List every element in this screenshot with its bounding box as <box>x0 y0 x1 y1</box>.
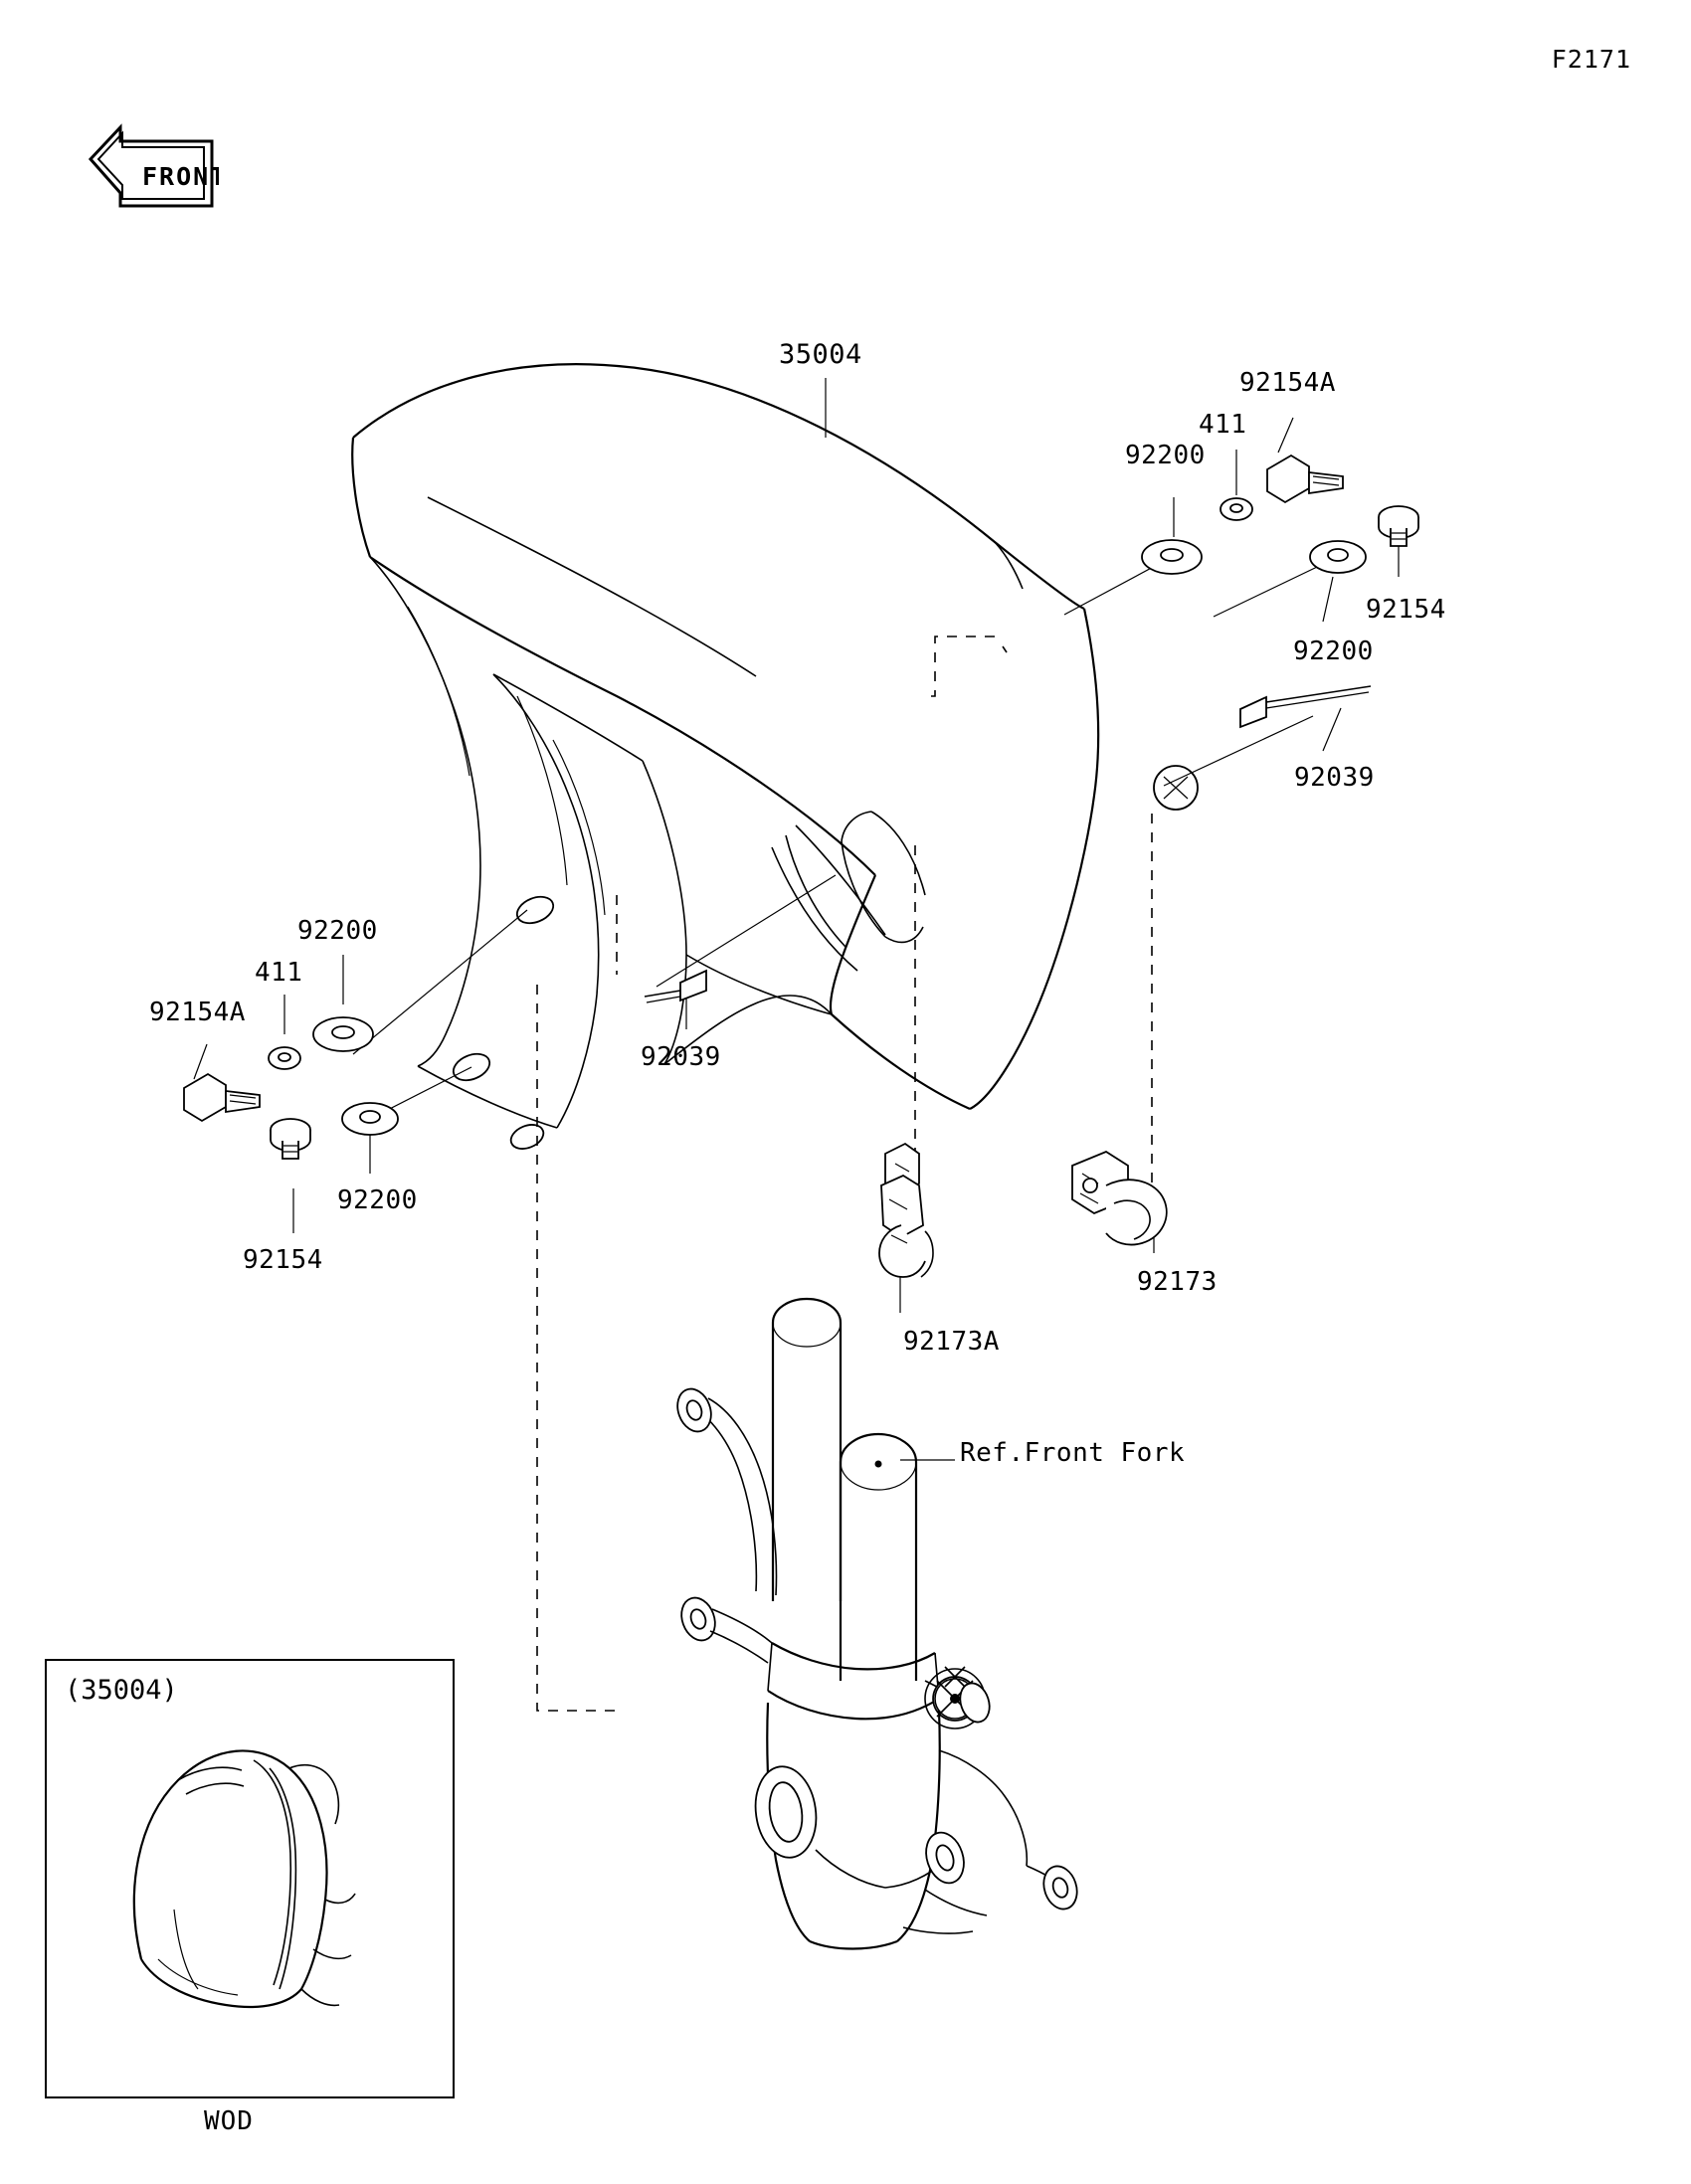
inset-part-number: (35004) <box>65 1675 178 1706</box>
hardware-left <box>184 971 706 1159</box>
callout-bolt-92154: 92154 <box>1366 595 1446 625</box>
callout-washer-92200l2: 92200 <box>337 1185 418 1215</box>
callout-screw-92039l: 92039 <box>641 1042 721 1072</box>
callout-ref-front-fork: Ref.Front Fork <box>960 1438 1186 1468</box>
callout-clamp-92173: 92173 <box>1137 1267 1218 1297</box>
clamp-92173-art <box>1072 1152 1167 1245</box>
callout-collar-411l: 411 <box>255 958 303 988</box>
callout-washer-tr: 92200 <box>1125 441 1206 470</box>
callout-fender: 35004 <box>779 339 862 370</box>
callout-clamp-92173a: 92173A <box>903 1327 1000 1357</box>
callout-bolt-92154al: 92154A <box>149 998 246 1027</box>
clamp-92173A-art <box>879 1144 933 1277</box>
callout-collar-411: 411 <box>1199 410 1247 440</box>
front-fork-art <box>671 1299 1082 1949</box>
hardware-right <box>1142 455 1418 727</box>
svg-text:FRONT: FRONT <box>142 162 219 191</box>
front-fender-art <box>352 364 1198 1153</box>
inset-caption: WOD <box>204 2106 254 2136</box>
callout-screw-92039r: 92039 <box>1294 763 1375 793</box>
diagram-code: F2171 <box>1551 45 1631 74</box>
callout-washer-92200l: 92200 <box>297 916 378 946</box>
front-direction-badge <box>85 111 219 216</box>
callout-bolt-92154a: 92154A <box>1239 368 1336 398</box>
inset-fender-art <box>47 1661 449 2093</box>
callout-bolt-92154l: 92154 <box>243 1245 323 1275</box>
inset-detail-box <box>45 1659 455 2098</box>
callout-washer-92200b: 92200 <box>1293 637 1374 666</box>
assembly-dashed-lines <box>537 637 1152 1711</box>
